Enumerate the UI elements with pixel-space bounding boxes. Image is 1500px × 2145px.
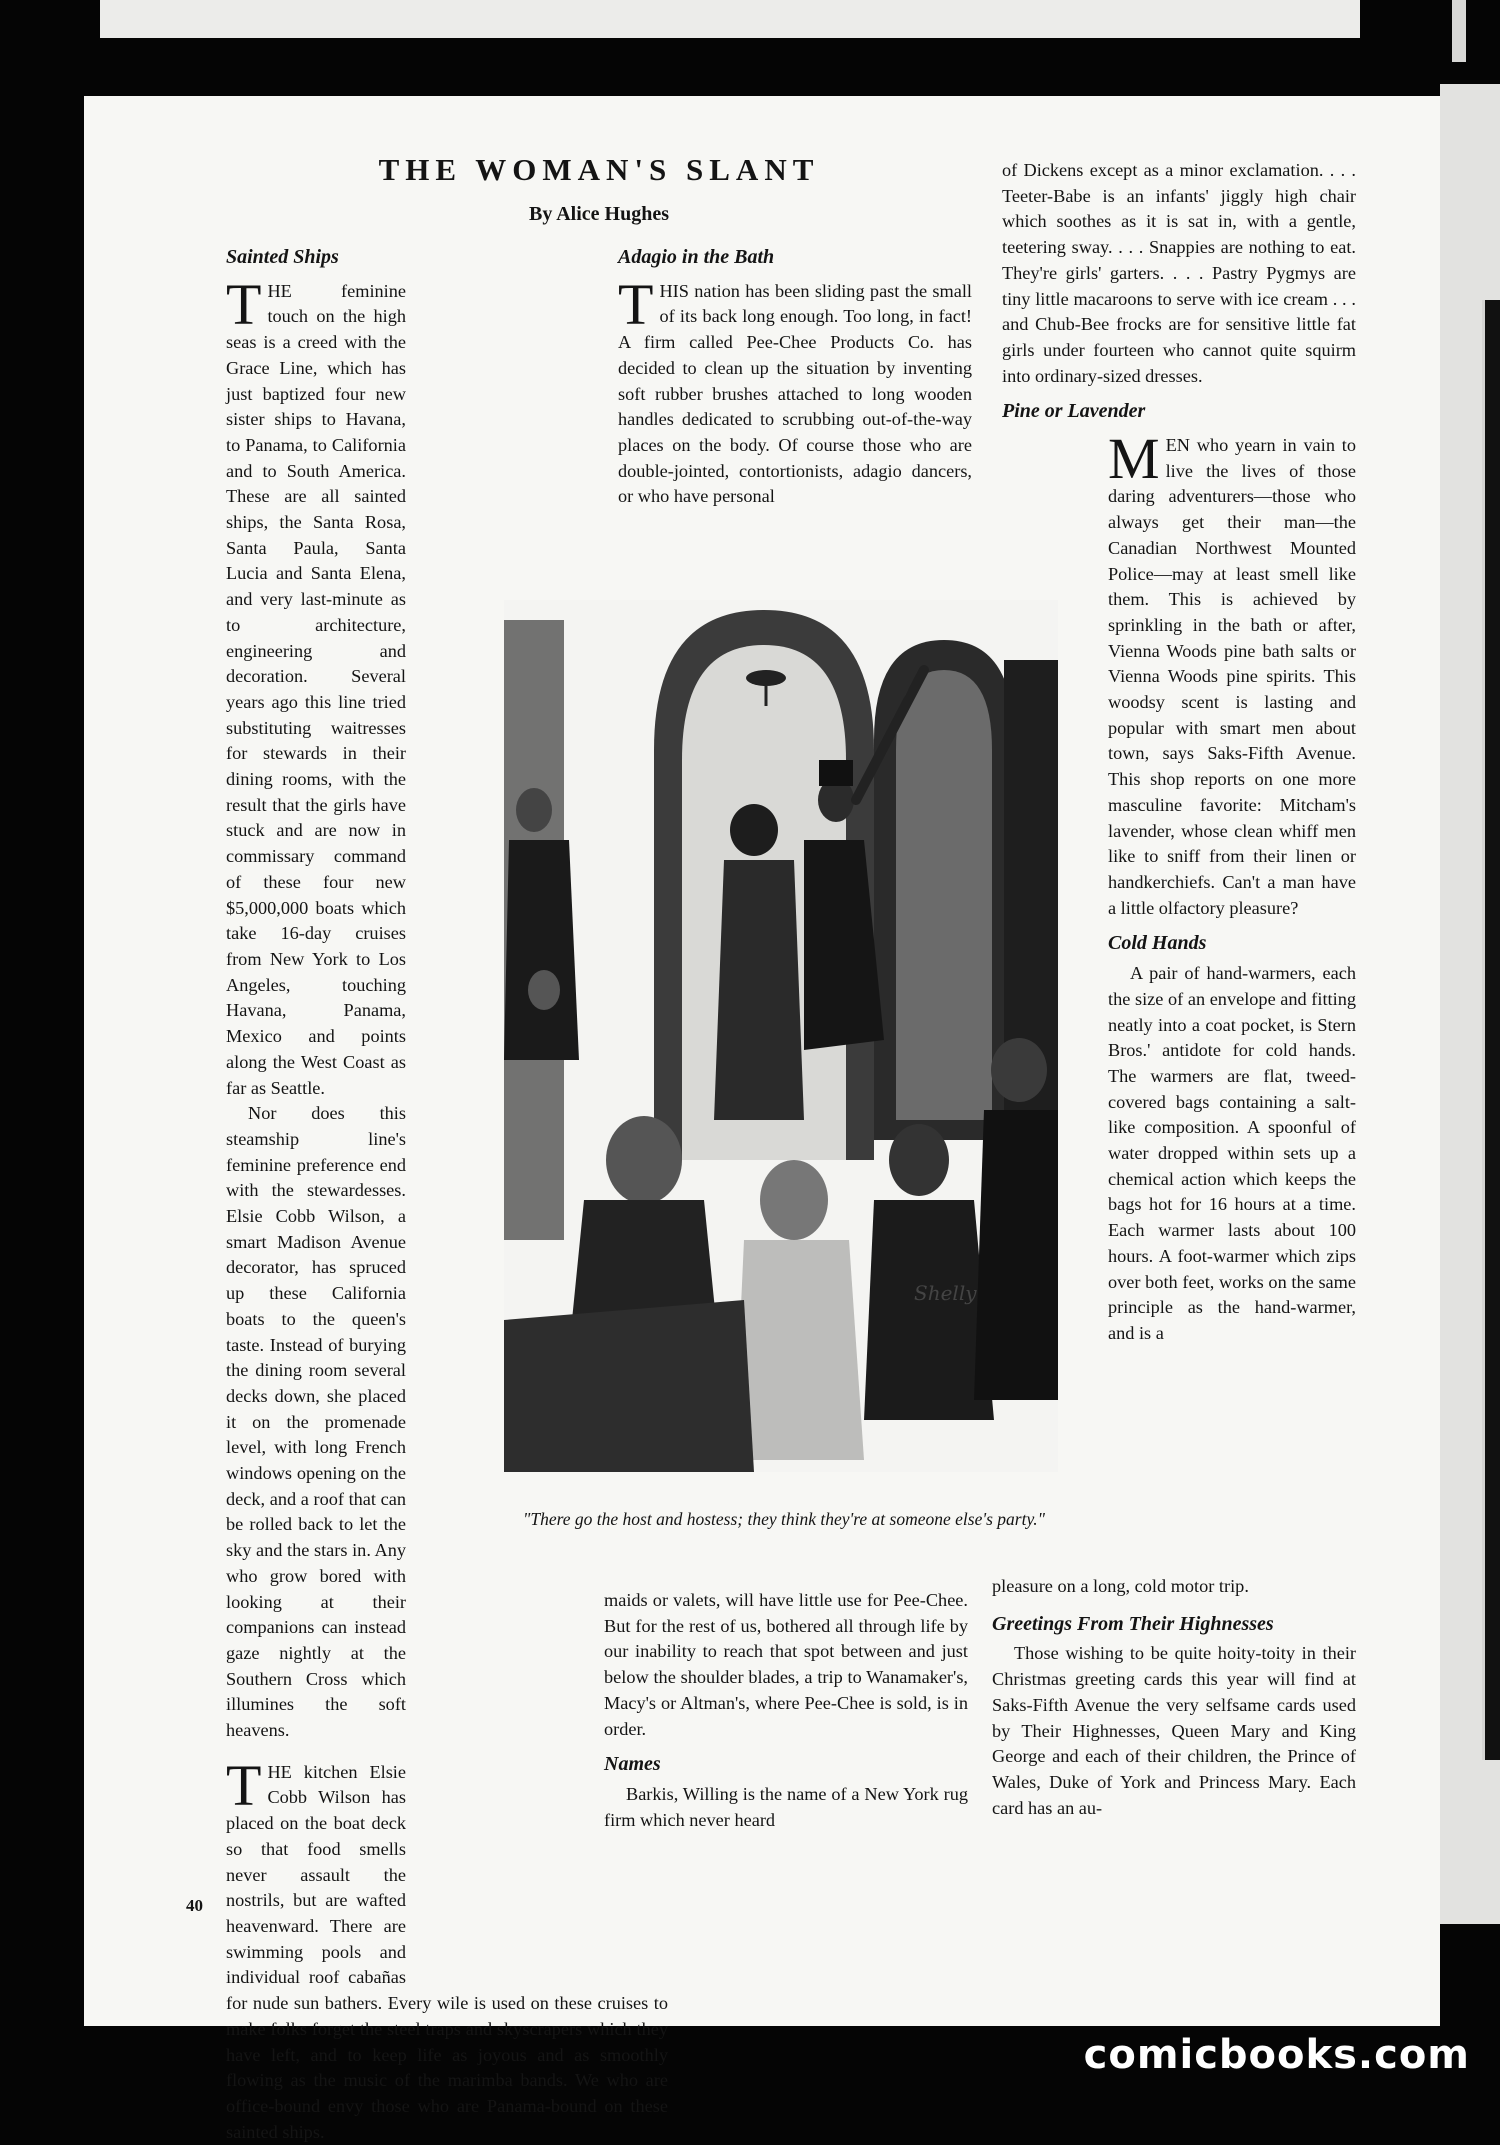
- page-number: 40: [186, 1896, 203, 1915]
- section-heading-greetings: Greetings From Their Highnesses: [992, 1612, 1274, 1635]
- scan-margin-mark: [1452, 0, 1466, 62]
- article-title: THE WOMAN'S SLANT: [378, 152, 820, 187]
- site-watermark: comicbooks.com: [1083, 2032, 1470, 2078]
- drop-cap: T: [226, 1752, 262, 1818]
- adjacent-page-edge: [1482, 300, 1500, 1760]
- paragraph: HIS nation has been sliding past the small of its back long enough. Too long, in fact! A firm called Pee-Chee Products Co. has decided to clean up the situation by inventing soft rubber brushes attached to long wooden handles dedicated to scrubbing out-of-the-way places on the body. Of course those who are double-jointed, contortionists, adagio dancers, or who have personal: [618, 280, 972, 507]
- paragraph: HE feminine touch on the high seas is a creed with the Grace Line, which has just baptized four new sister ships to Havana, to Panama, to California and to South America. These are all sainted ships, the Santa Rosa, Santa Paula, Santa Lucia and Santa Elena, and very last-minute as to architecture, engineering and decoration. Several years ago this line tried substituting waitresses for stewards in their dining rooms, with the result that the girls have stuck and are now in commissary command of these four new $5,000,000 boats which take 16-day cruises from New York to Los Angeles, touching Havana, Panama, Mexico and points along the West Coast as far as Seattle.: [226, 280, 406, 1098]
- illustration-drawing: [504, 600, 1058, 1472]
- drop-cap: T: [226, 271, 262, 337]
- section-body-adagio: [618, 271, 972, 510]
- column-right-bottom: [992, 1574, 1356, 1821]
- scan-margin-top: [100, 0, 1360, 38]
- paragraph: pleasure on a long, cold motor trip.: [992, 1576, 1249, 1596]
- column-middle-bottom: [604, 1588, 968, 1833]
- byline: By Alice Hughes: [528, 203, 669, 225]
- section-heading-pine: Pine or Lavender: [1002, 400, 1146, 423]
- paragraph: Nor does this steamship line's feminine preference end with the stewardesses. Elsie Cobb Wilson, a smart Madison Avenue decorator, has spruced up these California boats to the queen's taste. Instead of burying the dining room several decks down, she placed it on the promenade level, with long French windows opening on the deck, and a roof that can be rolled back to let the sky and the stars in. Any who grow bored with looking at their companions can instead gaze nightly at the Southern Cross which illumines the soft heavens.: [226, 1103, 406, 1741]
- paragraph: Barkis, Willing is the name of a New York rug firm which never heard: [604, 1783, 968, 1830]
- paragraph: A pair of hand-warmers, each the size of an envelope and fitting neatly into a coat pocket, is Stern Bros.' antidote for cold hands. The warmers are flat, tweed-covered bags containing a salt-like composition. A spoonful of water dropped within sets up a chemical action which keeps the bags hot for 16 hours at a time. Each warmer lasts about 100 hours. A foot-warmer which zips over both feet, works on the same principle as the hand-warmer, and is a: [1108, 963, 1356, 1343]
- illustration: [504, 600, 1058, 1472]
- drop-cap: T: [618, 271, 654, 337]
- paragraph: of Dickens except as a minor exclamation. . . . Teeter-Babe is an infants' jiggly high chair which soothes as it is sat in, with a gentle, teetering sway. . . . Snappies are nothing to eat. They're girls' garters. . . . Pastry Pygmys are tiny little macaroons to serve with ice cream . . . and Chub-Bee frocks are for sensitive little fat girls under fourteen who cannot quite squirm into ordinary-sized dresses.: [1002, 160, 1356, 386]
- column-middle-top: [618, 245, 972, 510]
- section-heading-cold-hands: Cold Hands: [1108, 932, 1207, 955]
- section-heading-sainted-ships: Sainted Ships: [226, 246, 339, 268]
- section-heading-adagio: Adagio in the Bath: [618, 246, 775, 268]
- illustration-caption: "There go the host and hostess; they think they're at someone else's party.": [523, 1509, 1045, 1529]
- paragraph: Those wishing to be quite hoity-toity in their Christmas greeting cards this year will find at Saks-Fifth Avenue the very selfsame cards used by Their Highnesses, Queen Mary and King George and each of their children, the Prince of Wales, Duke of York and Princess Mary. Each card has an au-: [992, 1643, 1356, 1818]
- paragraph: maids or valets, will have little use for Pee-Chee. But for the rest of us, bothered all through life by our inability to reach that spot between and just below the shoulder blades, a trip to Wanamaker's, Macy's or Altman's, where Pee-Chee is sold, is in order.: [604, 1590, 968, 1739]
- artist-signature: Shelly: [914, 1281, 977, 1305]
- paragraph: HE kitchen Elsie Cobb Wilson has placed on the boat deck so that food smells never assault the nostrils, but are wafted heavenward. There are swimming pools and individual roof cabañas for nude sun bathers. Every wile is used on these cruises to make folks forget the steel traps and skyscrapers which they have left, and to keep life as joyous and as smoothly flowing as the music of the marimba bands. We who are office-bound envy those who are Panama-bound on these sainted ships.: [226, 1761, 668, 2142]
- paragraph: EN who yearn in vain to live the lives of those daring adventurers—those who always get their man—the Canadian Northwest Mounted Police—may at least smell like them. This is achieved by sprinkling in the bath or after, Vienna Woods pine bath salts or Vienna Woods pine spirits. This woodsy scent is lasting and popular with smart men about town, says Saks-Fifth Avenue. This shop reports on one more masculine favorite: Mitcham's lavender, whose clean whiff men like to sniff from their linen or handkerchiefs. Can't a man have a little olfactory pleasure?: [1108, 435, 1356, 918]
- drop-cap: M: [1108, 426, 1160, 492]
- section-heading-names: Names: [604, 1753, 661, 1776]
